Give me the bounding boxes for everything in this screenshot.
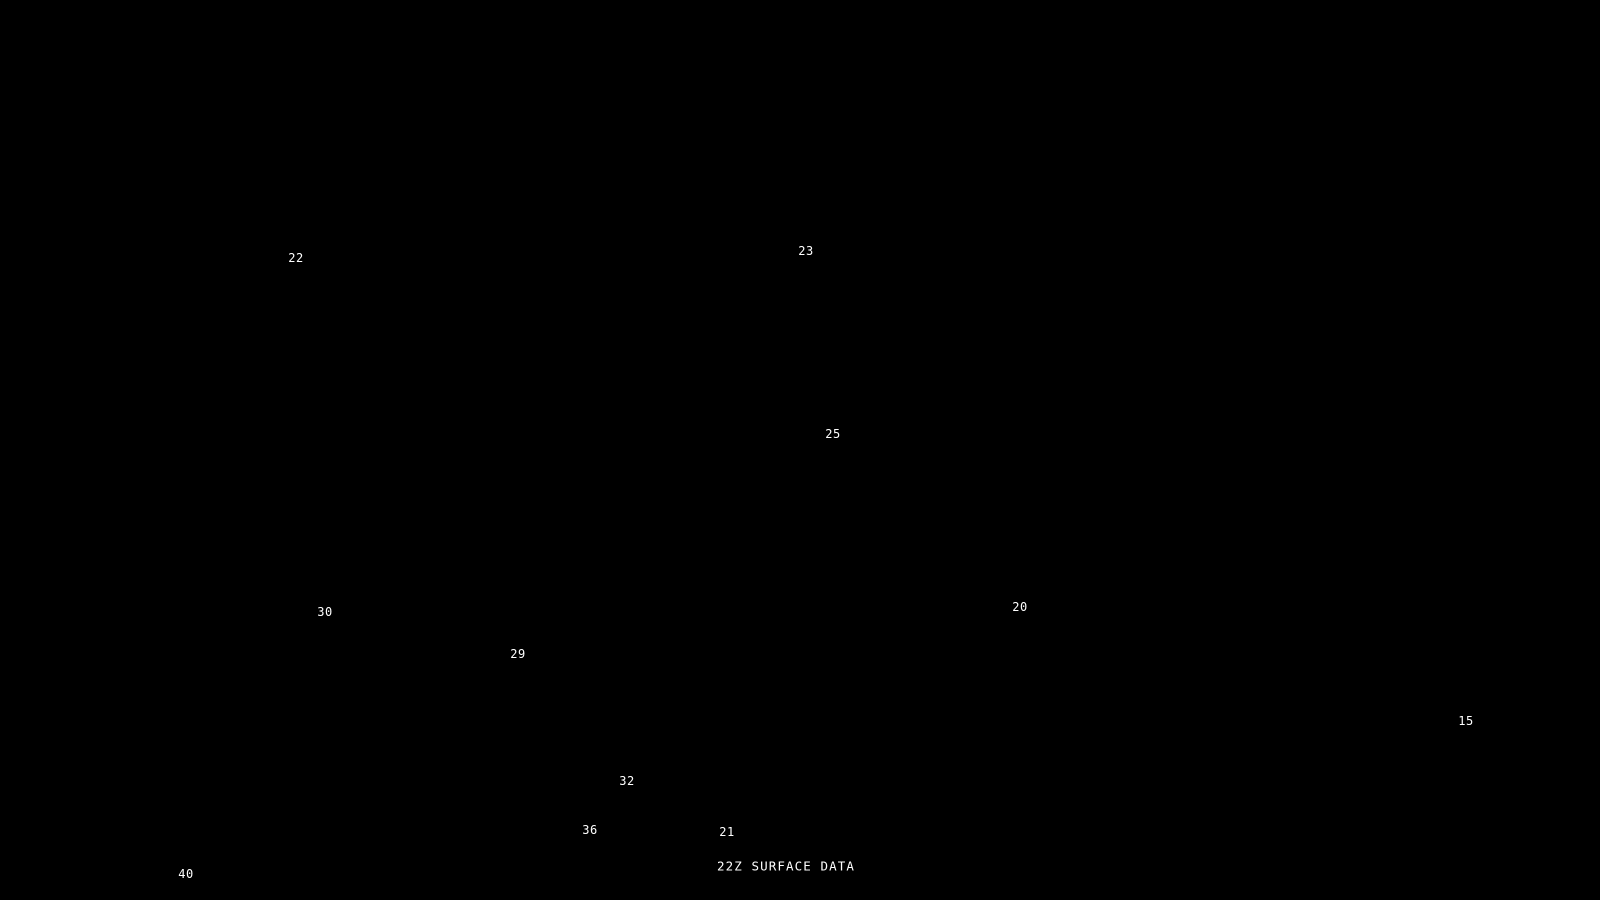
station-observation: 36: [582, 823, 598, 837]
station-observation: 22: [288, 251, 304, 265]
station-observation: 29: [510, 647, 526, 661]
station-observation: 32: [619, 774, 635, 788]
station-observation: 30: [317, 605, 333, 619]
station-observation: 25: [825, 427, 841, 441]
station-observation: 40: [178, 867, 194, 881]
station-observation: 20: [1012, 600, 1028, 614]
station-observation: 21: [719, 825, 735, 839]
station-observation: 15: [1458, 714, 1474, 728]
plot-title-caption: 22Z SURFACE DATA: [716, 858, 856, 874]
station-observation: 23: [798, 244, 814, 258]
